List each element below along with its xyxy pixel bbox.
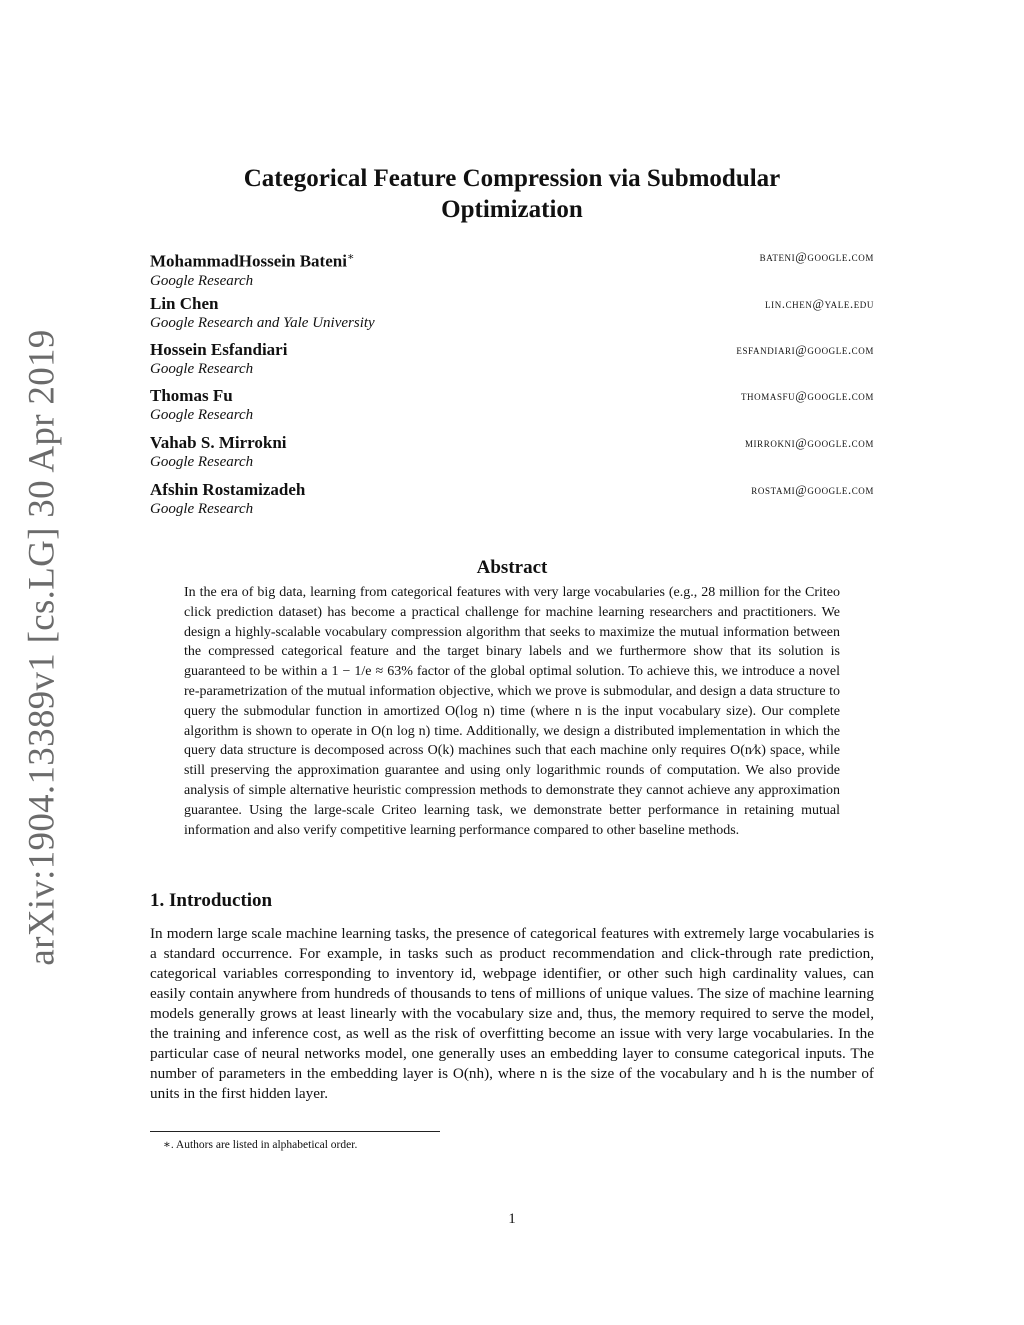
title-line-1: Categorical Feature Compression via Submodular [243, 165, 781, 192]
author-name: Hossein Esfandiari [150, 340, 288, 359]
author-email: bateni@google.com [759, 250, 874, 264]
author-entry [150, 480, 874, 526]
author-name: Vahab S. Mirrokni [150, 433, 287, 452]
author-email: mirrokni@google.com [744, 436, 874, 450]
author-entry [150, 294, 874, 340]
author-email: rostami@google.com [751, 483, 874, 497]
section-heading-introduction: 1. Introduction [150, 890, 273, 911]
author-affiliation: Google Research [150, 407, 254, 423]
arxiv-identifier [14, 328, 70, 966]
author-affiliation: Google Research [150, 501, 254, 517]
author-affiliation: Google Research [150, 272, 254, 289]
author-email: thomasfu@google.com [740, 389, 874, 403]
author-entry [150, 433, 874, 480]
paper-title [150, 163, 874, 225]
author-entry [150, 386, 874, 433]
author-name: Afshin Rostamizadeh [150, 480, 306, 499]
introduction-text: In modern large scale machine learning tasks, the presence of categorical features with extremely large vocabularies is a standard occurrence. For example, in tasks such as product recommendation and click-through rate prediction, categorical variables corresponding to inventory id, webpage identifier, or other such high cardinality values, can easily contain anywhere from hundreds of thousands to tens of millions of unique values. The size of machine learning models generally grows at least linearly with the vocabulary size and, thus, the memory required to serve the model, the training and inference cost, as well as the risk of overfitting become an issue with very large vocabularies. In the particular case of neural networks model, one generally uses an embedding layer to consume categorical inputs. The number of parameters in the embedding layer is O(nh), where n is the size of the vocabulary and h is the number of units in the first hidden layer. [150, 925, 874, 1102]
author-name: MohammadHossein Bateni∗ [150, 251, 355, 271]
author-affiliation: Google Research and Yale University [150, 315, 375, 331]
author-email: esfandiari@google.com [736, 343, 874, 357]
author-affiliation: Google Research [150, 361, 254, 377]
page-number: 1 [508, 1211, 516, 1227]
abstract-text: In the era of big data, learning from categorical features with very large vocabularies (e.g., 28 million for the Criteo click prediction dataset) has become a practical challenge for machine learning researchers and practitioners. We design a highly-scalable vocabulary compression algorithm that seeks to maximize the mutual information between the compressed categorical feature and the target binary labels and we furthermore show that its solution is guaranteed to be within a 1 − 1/e ≈ 63% factor of the global optimal solution. To achieve this, we introduce a novel re-parametrization of the mutual information objective, which we prove is submodular, and design a data structure to query the submodular function in amortized O(log n) time (where n is the input vocabulary size). Our complete algorithm is shown to operate in O(n log n) time. Additionally, we design a distributed implementation in which the query data structure is decomposed across O(k) machines such that each machine only requires O(n⁄k) space, while still preserving the approximation guarantee and using only logarithmic rounds of computation. We also provide analysis of simple alternative heuristic compression methods to demonstrate they cannot achieve any approximation guarantee. Using the large-scale Criteo learning task, we demonstrate better performance in retaining mutual information and also verify competitive learning performance compared to other baseline methods. [184, 585, 840, 838]
author-name: Thomas Fu [150, 386, 233, 405]
abstract-heading: Abstract [476, 557, 548, 578]
title-line-2: Optimization [441, 196, 583, 223]
author-email: lin.chen@yale.edu [765, 297, 874, 311]
author-name: Lin Chen [150, 294, 219, 313]
footnote: ∗. Authors are listed in alphabetical order. [163, 1139, 358, 1151]
author-entry [150, 247, 874, 294]
footnote-rule [150, 1131, 440, 1132]
arxiv-identifier-text: arXiv:1904.13389v1 [cs.LG] 30 Apr 2019 [21, 328, 63, 966]
author-affiliation: Google Research [150, 454, 254, 470]
author-footnote-mark: ∗ [346, 251, 355, 263]
author-list [150, 247, 874, 526]
author-entry [150, 340, 874, 386]
